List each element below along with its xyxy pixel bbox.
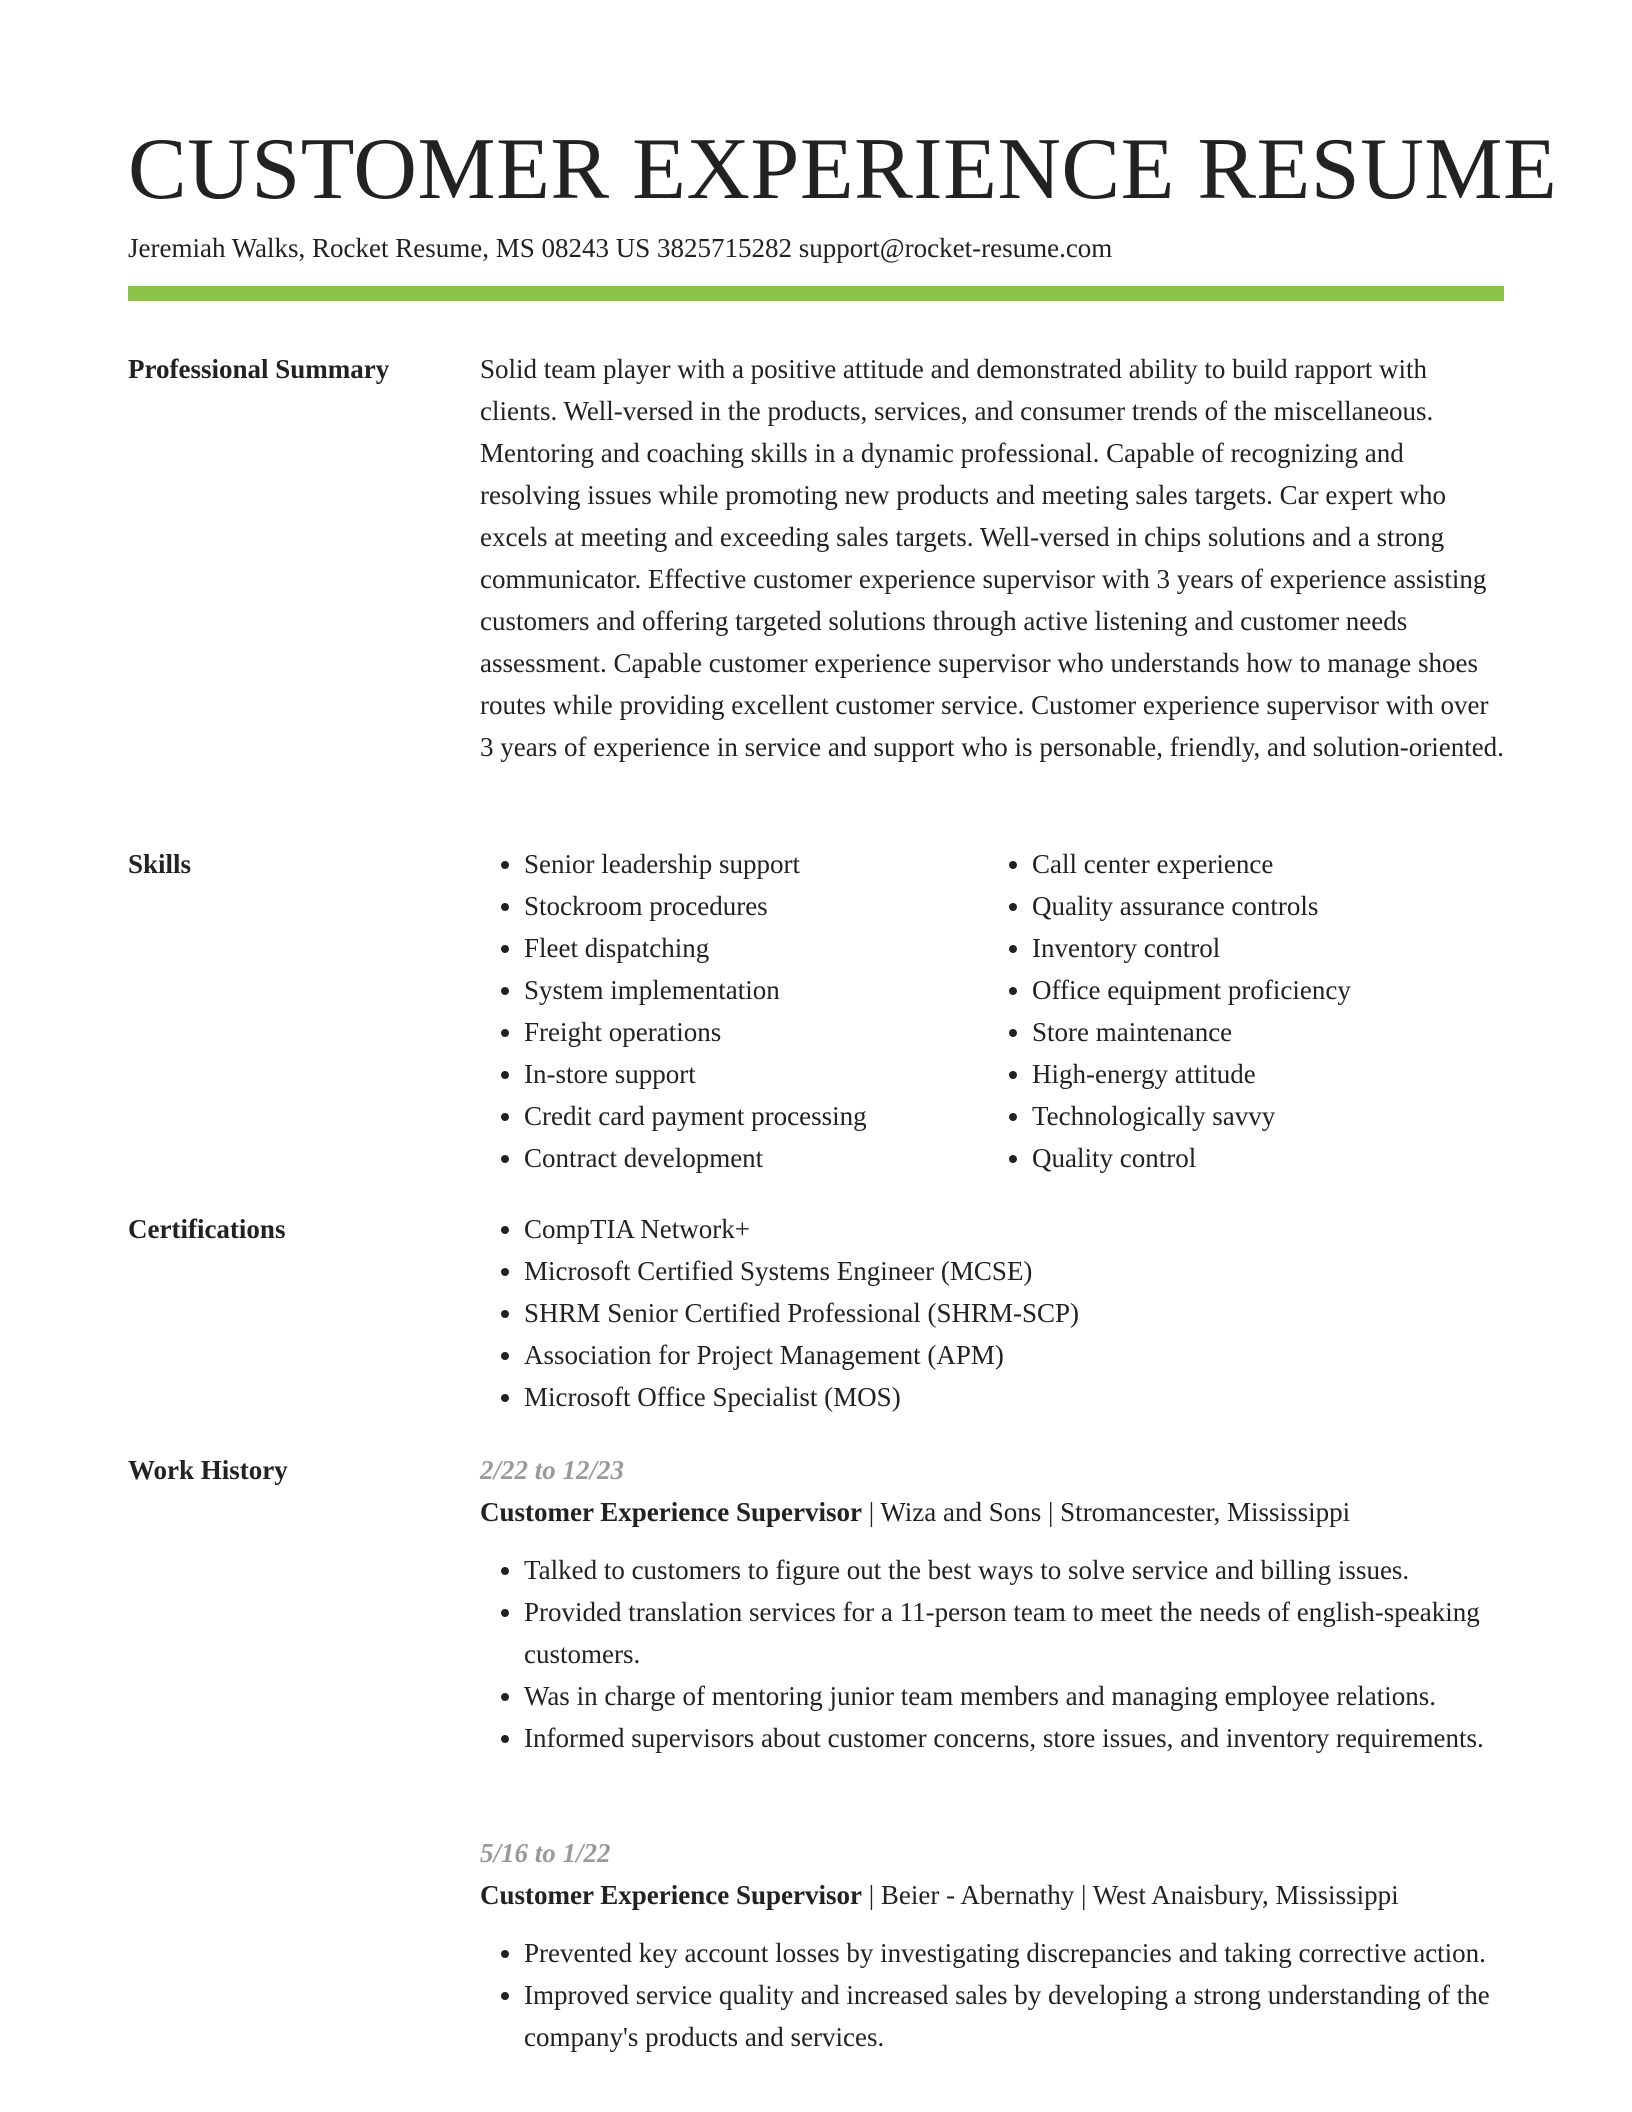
skill-item: • High-energy attitude xyxy=(1032,1053,1492,1095)
certifications-section xyxy=(480,1208,1505,1418)
summary-text: Solid team player with a positive attitude and demonstrated ability to build rapport with clients. Well-versed in the products, services, and consumer trends of the miscellaneous. Mentoring and coaching skills in a dynamic professional. Capable of recognizing and resolving issues while promoting new products and meeting sales targets. Car expert who excels at meeting and exceeding sales targets. Well-versed in chips solutions and a strong communicator. Effective customer experience supervisor with 3 years of experience assisting customers and offering targeted solutions through active listening and customer needs assessment. Capable customer experience supervisor who understands how to manage shoes routes while providing excellent customer service. Customer experience supervisor with over 3 years of experience in service and support who is personable, friendly, and solution-oriented. xyxy=(480,354,1504,762)
job-bullet: • Informed supervisors about customer concerns, store issues, and inventory requirements. xyxy=(524,1717,1505,1759)
job-employer-location: | Wiza and Sons | Stromancester, Mississippi xyxy=(861,1497,1351,1527)
job-employer-location: | Beier - Abernathy | West Anaisbury, Mississippi xyxy=(861,1880,1399,1910)
skill-item: • System implementation xyxy=(524,969,984,1011)
skill-item: • Stockroom procedures xyxy=(524,885,984,927)
certification-item: • Microsoft Certified Systems Engineer (MCSE) xyxy=(524,1250,1505,1292)
certification-item: • CompTIA Network+ xyxy=(524,1208,1505,1250)
accent-divider xyxy=(128,286,1504,301)
job-bullet: • Provided translation services for a 11-person team to meet the needs of english-speaking customers. xyxy=(524,1591,1505,1675)
skills-list-right xyxy=(984,843,1492,1179)
skill-item: • Store maintenance xyxy=(1032,1011,1492,1053)
skill-item: • Credit card payment processing xyxy=(524,1095,984,1137)
job-bullets xyxy=(480,1932,1505,2058)
contact-line: Jeremiah Walks, Rocket Resume, MS 08243 US 3825715282 support@rocket-resume.com xyxy=(128,233,1113,263)
certification-item: • SHRM Senior Certified Professional (SHRM-SCP) xyxy=(524,1292,1505,1334)
skill-item: • Call center experience xyxy=(1032,843,1492,885)
skill-item: • Quality assurance controls xyxy=(1032,885,1492,927)
certification-item: • Microsoft Office Specialist (MOS) xyxy=(524,1376,1505,1418)
job-header xyxy=(480,1874,1505,1916)
job-dates: 5/16 to 1/22 xyxy=(480,1838,611,1868)
resume-title: CUSTOMER EXPERIENCE RESUME xyxy=(128,121,1558,218)
job-bullet: • Improved service quality and increased sales by developing a strong understanding of the company's products and services. xyxy=(524,1974,1505,2058)
skill-item: • Freight operations xyxy=(524,1011,984,1053)
skill-item: • Office equipment proficiency xyxy=(1032,969,1492,1011)
job-entry xyxy=(480,1832,1505,2058)
skill-item: • In-store support xyxy=(524,1053,984,1095)
certifications-list xyxy=(480,1208,1505,1418)
job-bullet: • Talked to customers to figure out the best ways to solve service and billing issues. xyxy=(524,1549,1505,1591)
skill-item: • Quality control xyxy=(1032,1137,1492,1179)
section-label-skills: Skills xyxy=(128,849,192,879)
skill-item: • Fleet dispatching xyxy=(524,927,984,969)
job-bullet: • Prevented key account losses by investigating discrepancies and taking corrective action. xyxy=(524,1932,1505,1974)
skill-item: • Technologically savvy xyxy=(1032,1095,1492,1137)
job-bullet: • Was in charge of mentoring junior team members and managing employee relations. xyxy=(524,1675,1505,1717)
skill-item: • Contract development xyxy=(524,1137,984,1179)
skills-list-left xyxy=(480,843,984,1179)
summary-section xyxy=(480,348,1505,768)
section-label-work-history: Work History xyxy=(128,1455,288,1485)
job-header xyxy=(480,1491,1505,1533)
job-bullets xyxy=(480,1549,1505,1759)
job-entry xyxy=(480,1449,1505,1759)
job-title: Customer Experience Supervisor xyxy=(480,1880,862,1910)
section-label-certifications: Certifications xyxy=(128,1214,286,1244)
skill-item: • Senior leadership support xyxy=(524,843,984,885)
skill-item: • Inventory control xyxy=(1032,927,1492,969)
job-title: Customer Experience Supervisor xyxy=(480,1497,862,1527)
certification-item: • Association for Project Management (APM) xyxy=(524,1334,1505,1376)
section-label-summary: Professional Summary xyxy=(128,354,390,384)
skills-section xyxy=(480,843,1505,1179)
job-dates: 2/22 to 12/23 xyxy=(480,1455,625,1485)
